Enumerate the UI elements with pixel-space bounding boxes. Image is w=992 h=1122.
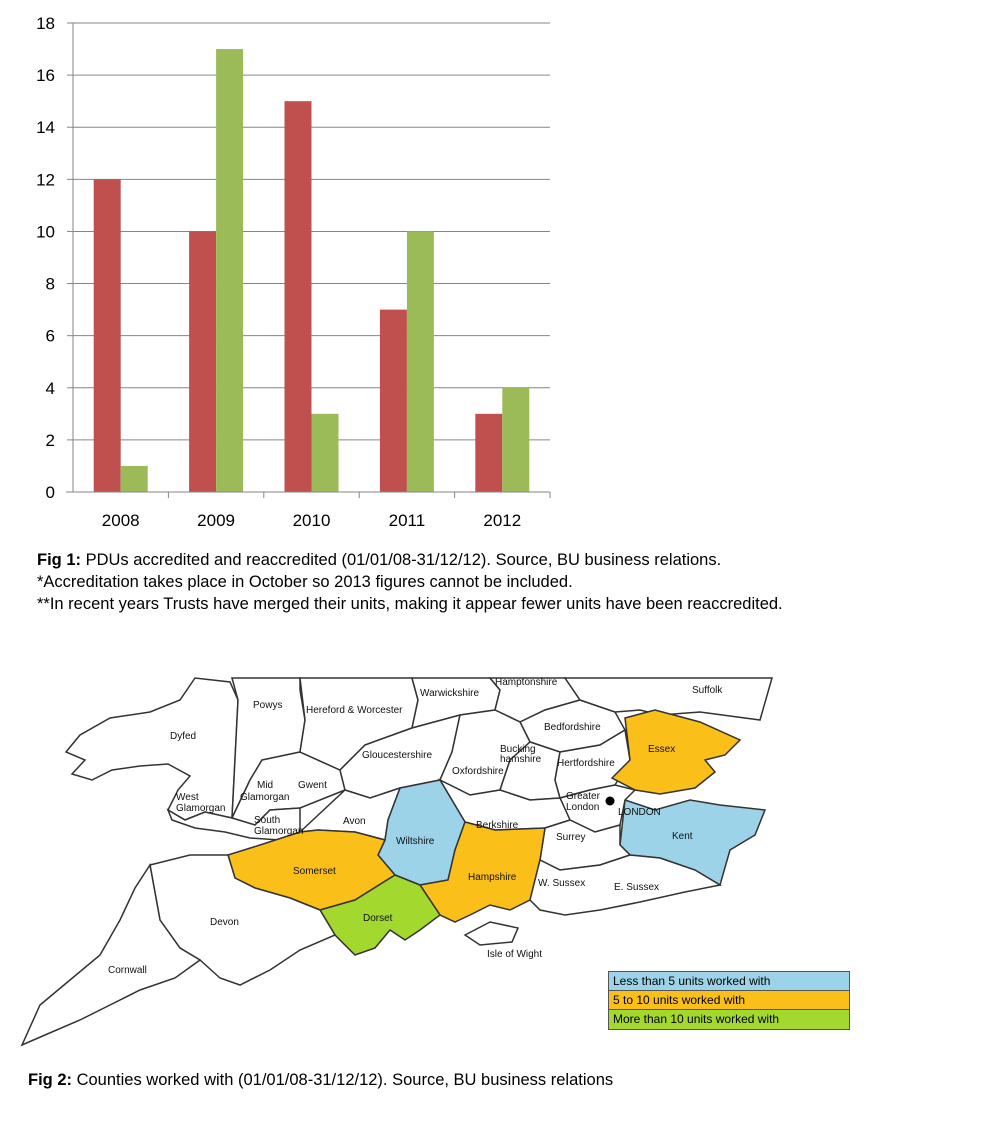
x-tick-label: 2011 [388, 511, 426, 530]
label-cornwall: Cornwall [108, 965, 147, 976]
bar-reaccredited-2010 [312, 414, 339, 492]
label-greater1: Greater [566, 791, 600, 802]
label-dyfed: Dyfed [170, 731, 197, 742]
label-west1: West [176, 792, 199, 803]
y-tick-label: 8 [45, 274, 55, 294]
y-tick-label: 10 [36, 222, 55, 242]
label-hertford: Hertfordshire [557, 758, 615, 769]
bar-accredited-2010 [285, 101, 312, 492]
label-hampshire: Hampshire [468, 872, 517, 883]
label-powys: Powys [253, 700, 283, 711]
bar-reaccredited-2012 [502, 388, 529, 492]
label-oxford: Oxfordshire [452, 766, 504, 777]
label-mid1: Mid [257, 780, 274, 791]
label-bucking2: hamshire [500, 754, 542, 765]
label-south2: Glamorgan [254, 826, 304, 837]
fig2-text: Counties worked with (01/01/08-31/12/12). Source, BU business relations [72, 1071, 614, 1089]
bar-accredited-2008 [94, 179, 121, 492]
y-tick-label: 0 [45, 483, 55, 502]
y-tick-label: 14 [36, 118, 55, 138]
label-avon: Avon [343, 816, 366, 827]
label-wight: Isle of Wight [487, 949, 543, 960]
label-somerset: Somerset [293, 866, 336, 877]
fig2-label: Fig 2: [28, 1071, 72, 1089]
label-hereford: Hereford & Worcester [306, 705, 403, 716]
x-tick-label: 2010 [292, 511, 331, 530]
label-south1: South [254, 815, 281, 826]
label-bedford: Bedfordshire [544, 722, 601, 733]
bars [94, 49, 530, 492]
label-dorset: Dorset [363, 913, 393, 924]
label-wiltshire: Wiltshire [396, 836, 435, 847]
county-wales-coast [66, 678, 238, 820]
label-berkshire: Berkshire [476, 820, 519, 831]
london-marker [606, 797, 615, 806]
y-tick-label: 18 [36, 14, 55, 33]
fig1-label: Fig 1: [37, 551, 81, 569]
bar-reaccredited-2008 [121, 466, 148, 492]
label-esussex: E. Sussex [614, 882, 660, 893]
label-warwick: Warwickshire [420, 688, 480, 699]
label-wsussex: W. Sussex [538, 878, 586, 889]
label-west2: Glamorgan [176, 803, 226, 814]
y-tick-label: 2 [45, 430, 55, 450]
bar-accredited-2012 [475, 414, 502, 492]
y-axis-ticks [36, 14, 55, 502]
label-gloucester: Gloucestershire [362, 750, 433, 761]
county-essex [612, 710, 740, 794]
y-tick-label: 4 [45, 378, 55, 398]
label-kent: Kent [672, 831, 693, 842]
x-tick-label: 2008 [101, 511, 140, 530]
fig1-caption [37, 549, 967, 615]
fig1-text: PDUs accredited and reaccredited (01/01/08-31/12/12). Source, BU business relations. [81, 551, 722, 569]
bar-chart [0, 0, 600, 540]
bar-reaccredited-2011 [407, 231, 434, 492]
y-tick-label: 6 [45, 326, 55, 346]
y-tick-label: 16 [36, 66, 55, 86]
label-suffolk: Suffolk [692, 685, 723, 696]
label-surrey: Surrey [556, 832, 586, 843]
legend-5-to-10: 5 to 10 units worked with [609, 991, 849, 1010]
map-legend [608, 971, 850, 1030]
fig2-caption [28, 1071, 613, 1090]
bar-accredited-2009 [189, 231, 216, 492]
label-gwent: Gwent [298, 780, 327, 791]
bar-reaccredited-2009 [216, 49, 243, 492]
label-london: LONDON [618, 807, 661, 818]
label-mid2: Glamorgan [240, 792, 290, 803]
fig1-note2: **In recent years Trusts have merged their units, making it appear fewer units have been reaccredited. [37, 595, 783, 613]
label-greater2: London [566, 802, 600, 813]
fig1-note1: *Accreditation takes place in October so 2013 figures cannot be included. [37, 573, 573, 591]
bar-accredited-2011 [380, 310, 407, 492]
x-tick-label: 2012 [483, 511, 522, 530]
x-tick-label: 2009 [197, 511, 236, 530]
legend-less-than-5: Less than 5 units worked with [609, 972, 849, 991]
label-devon: Devon [210, 917, 239, 928]
x-axis-ticks [102, 492, 550, 530]
county-isle-of-wight [465, 922, 518, 945]
legend-more-than-10: More than 10 units worked with [609, 1010, 849, 1029]
label-bucking1: Bucking [500, 744, 536, 755]
label-hampton: Hamptonshire [495, 677, 558, 688]
label-essex: Essex [648, 744, 676, 755]
y-tick-label: 12 [36, 170, 55, 190]
